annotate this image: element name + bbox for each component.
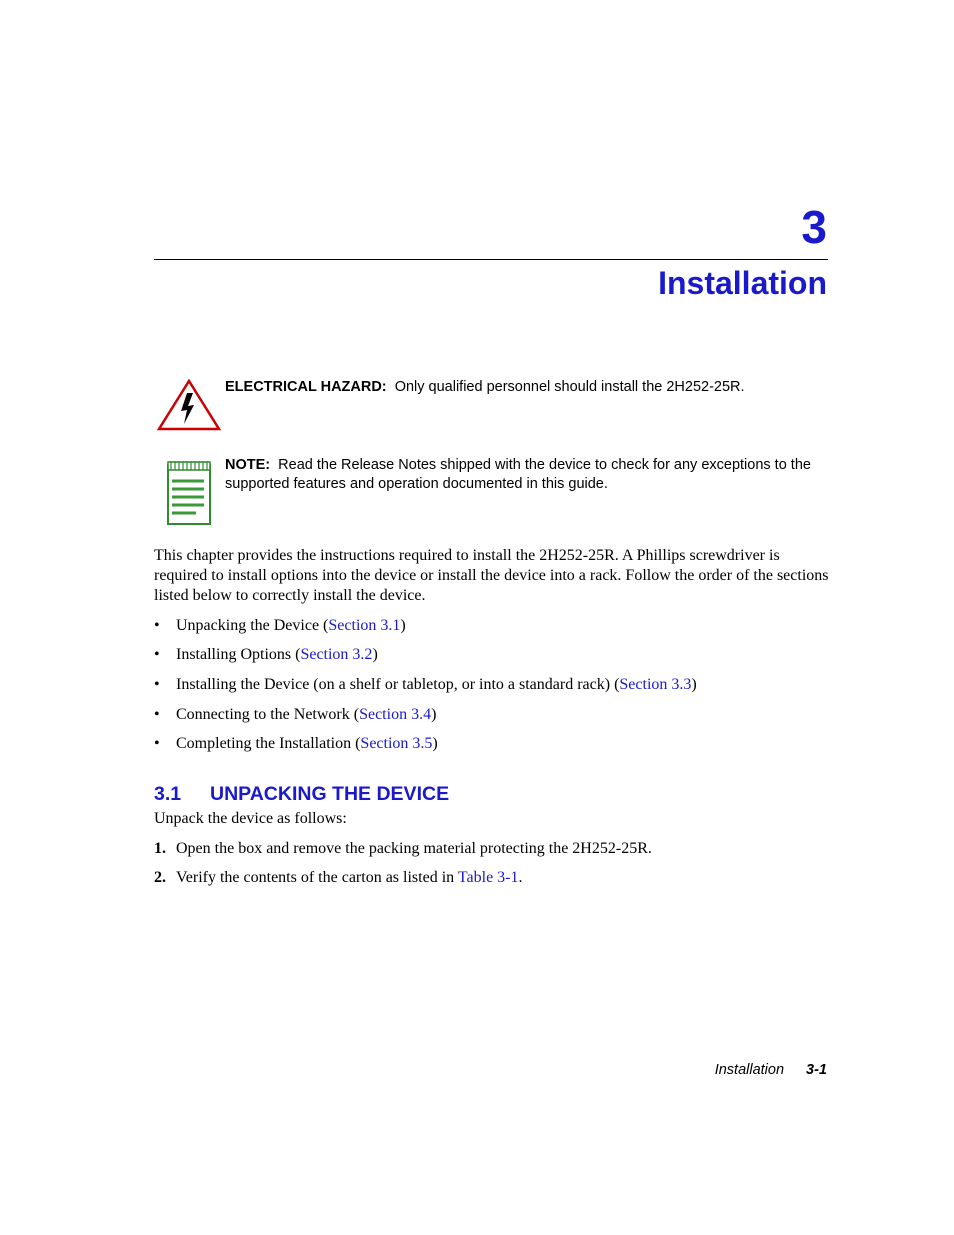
page-number: 3-1 [806, 1062, 827, 1078]
list-item-close: ) [372, 646, 378, 663]
list-item-close: ) [400, 617, 406, 634]
list-item-text: Completing the Installation ( [176, 735, 361, 752]
list-item [154, 616, 406, 636]
list-item [154, 645, 378, 665]
hazard-label: ELECTRICAL HAZARD: [225, 379, 387, 395]
step-number: 2. [154, 869, 166, 886]
bullet-marker: • [154, 706, 160, 723]
hazard-notice [225, 378, 825, 397]
list-item-text: Connecting to the Network ( [176, 706, 360, 723]
section-link[interactable]: Section 3.5 [360, 735, 433, 752]
list-item-close: ) [431, 706, 437, 723]
bullet-marker: • [154, 676, 160, 693]
list-item [154, 675, 697, 695]
page-footer [715, 1061, 827, 1080]
list-item-text: Unpacking the Device ( [176, 617, 329, 634]
list-item-close: ) [691, 676, 697, 693]
note-notice [225, 456, 827, 494]
section-link[interactable]: Section 3.1 [328, 617, 401, 634]
step-text: Verify the contents of the carton as listed in [176, 869, 458, 886]
note-pad-icon [166, 459, 214, 527]
chapter-rule [154, 259, 828, 260]
chapter-number: 3 [801, 201, 827, 253]
list-item-close: ) [432, 735, 438, 752]
section-link[interactable]: Section 3.2 [300, 646, 373, 663]
list-item [154, 734, 438, 754]
note-label: NOTE: [225, 457, 271, 473]
section-heading [154, 781, 449, 807]
step-item [154, 868, 523, 888]
bullet-marker: • [154, 735, 160, 752]
bullet-marker: • [154, 646, 160, 663]
hazard-message: Only qualified personnel should install the 2H252-25R. [394, 379, 745, 395]
section-title: UNPACKING THE DEVICE [210, 783, 450, 805]
chapter-title: Installation [658, 265, 827, 301]
list-item-text: Installing Options ( [176, 646, 301, 663]
step-item [154, 839, 652, 859]
section-link[interactable]: Section 3.4 [359, 706, 432, 723]
footer-title: Installation [714, 1062, 785, 1078]
list-item [154, 705, 436, 725]
step-text: Open the box and remove the packing material protecting the 2H252-25R. [176, 840, 652, 857]
unpack-intro: Unpack the device as follows: [154, 810, 347, 827]
bullet-marker: • [154, 617, 160, 634]
section-number: 3.1 [154, 783, 182, 805]
intro-paragraph: This chapter provides the instructions required to install the 2H252-25R. A Phillips screwdriver is required to install options into the device or install the device into a rack. Follow the order of the sections listed below to correctly install the device. [154, 547, 829, 604]
step-close: . [518, 869, 523, 886]
list-item-text: Installing the Device (on a shelf or tabletop, or into a standard rack) ( [176, 676, 620, 693]
table-link[interactable]: Table 3-1 [457, 869, 519, 886]
section-link[interactable]: Section 3.3 [619, 676, 692, 693]
electrical-hazard-icon [157, 379, 221, 431]
step-number: 1. [154, 840, 166, 857]
note-message: Read the Release Notes shipped with the device to check for any exceptions to the supported features and operation documented in this guide. [225, 457, 811, 492]
